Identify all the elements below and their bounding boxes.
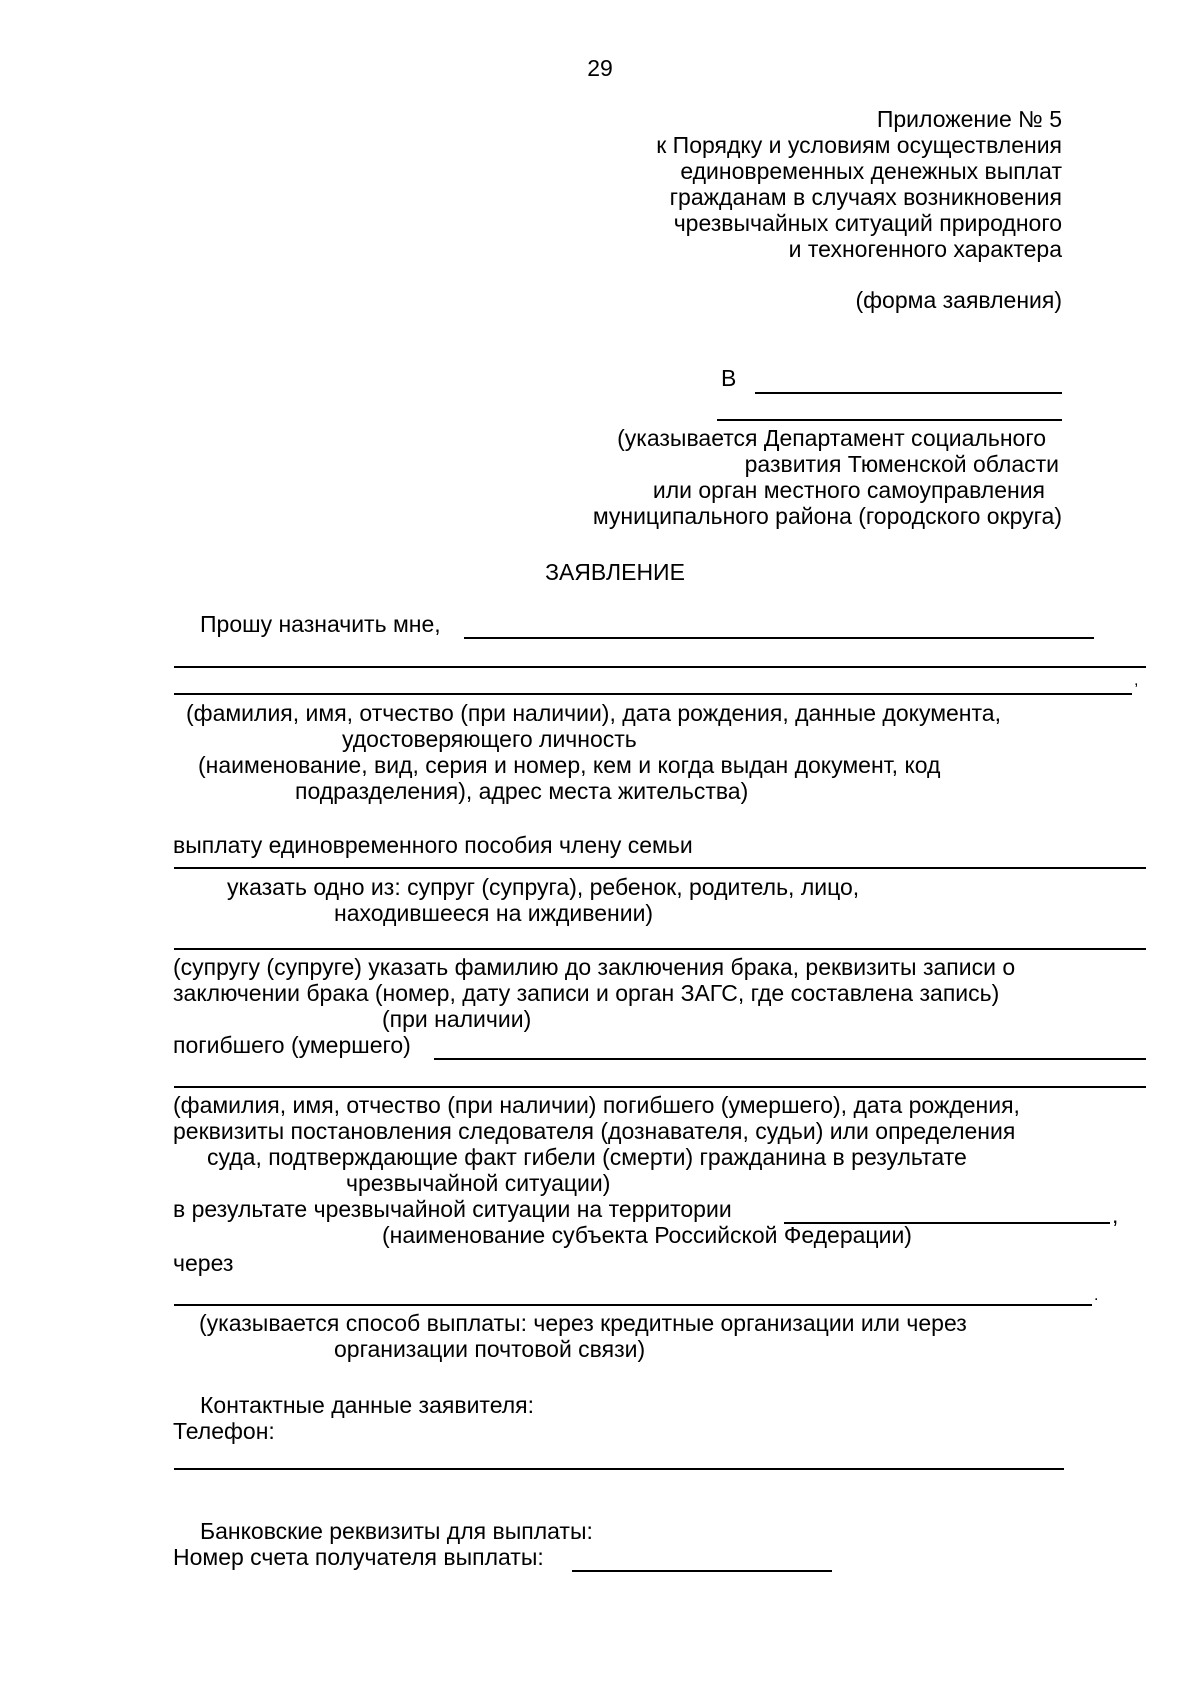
appendix-line: чрезвычайных ситуаций природного bbox=[673, 210, 1062, 236]
bank-heading: Банковские реквизиты для выплаты: bbox=[200, 1518, 593, 1544]
deceased-hint-line: чрезвычайной ситуации) bbox=[346, 1170, 611, 1196]
payment-field-line[interactable] bbox=[174, 1304, 1092, 1306]
addressee-hint-line: развития Тюменской области bbox=[744, 451, 1059, 477]
benefit-hint-line: указать одно из: супруг (супруга), ребенок, родитель, лицо, bbox=[227, 874, 860, 900]
appendix-line: Приложение № 5 bbox=[876, 106, 1062, 132]
request-field-line[interactable] bbox=[464, 637, 1094, 639]
appendix-line: единовременных денежных выплат bbox=[680, 158, 1062, 184]
deceased-field-line[interactable] bbox=[174, 1086, 1146, 1088]
deceased-hint-line: суда, подтверждающие факт гибели (смерти) гражданина в результате bbox=[207, 1144, 967, 1170]
account-field-line[interactable] bbox=[572, 1570, 832, 1572]
addressee-prefix: В bbox=[721, 365, 737, 391]
addressee-hint-line: или орган местного самоуправления bbox=[652, 477, 1045, 503]
benefit-field-line[interactable] bbox=[174, 867, 1146, 869]
request-field-line[interactable] bbox=[174, 666, 1146, 668]
payment-label: через bbox=[173, 1250, 234, 1276]
request-hint-line: удостоверяющего личность bbox=[342, 726, 637, 752]
benefit-field-line[interactable] bbox=[174, 948, 1146, 950]
deceased-field-line[interactable] bbox=[434, 1058, 1146, 1060]
benefit-hint-line: находившееся на иждивении) bbox=[334, 900, 654, 926]
deceased-hint-line: реквизиты постановления следователя (дознавателя, судьи) или определения bbox=[173, 1118, 1016, 1144]
phone-label: Телефон: bbox=[173, 1418, 275, 1444]
payment-period: . bbox=[1094, 1287, 1099, 1304]
benefit-hint-line: (при наличии) bbox=[382, 1006, 532, 1032]
phone-field-line[interactable] bbox=[174, 1468, 1064, 1470]
territory-comma: , bbox=[1112, 1202, 1119, 1228]
payment-hint-line: (указывается способ выплаты: через кредитные организации или через bbox=[199, 1310, 967, 1336]
deceased-hint-line: (фамилия, имя, отчество (при наличии) погибшего (умершего), дата рождения, bbox=[173, 1092, 1020, 1118]
request-field-line[interactable] bbox=[174, 693, 1132, 695]
benefit-hint-line: заключении брака (номер, дату записи и орган ЗАГС, где составлена запись) bbox=[173, 980, 1000, 1006]
form-note: (форма заявления) bbox=[855, 287, 1062, 313]
account-label: Номер счета получателя выплаты: bbox=[173, 1544, 544, 1570]
request-hint-line: (наименование, вид, серия и номер, кем и когда выдан документ, код bbox=[198, 752, 941, 778]
payment-hint-line: организации почтовой связи) bbox=[334, 1336, 646, 1362]
appendix-line: гражданам в случаях возникновения bbox=[669, 184, 1062, 210]
addressee-field-line[interactable] bbox=[755, 392, 1062, 394]
addressee-hint-line: муниципального района (городского округа) bbox=[592, 503, 1062, 529]
territory-label: в результате чрезвычайной ситуации на территории bbox=[173, 1196, 732, 1222]
addressee-field-line[interactable] bbox=[717, 419, 1062, 421]
document-title: ЗАЯВЛЕНИЕ bbox=[545, 559, 685, 585]
deceased-label: погибшего (умершего) bbox=[173, 1032, 411, 1058]
page-number: 29 bbox=[587, 55, 613, 81]
benefit-hint-line: (супругу (супруге) указать фамилию до заключения брака, реквизиты записи о bbox=[173, 954, 1016, 980]
appendix-line: и техногенного характера bbox=[788, 236, 1062, 262]
request-hint-line: подразделения), адрес места жительства) bbox=[295, 778, 749, 804]
request-hint-line: (фамилия, имя, отчество (при наличии), дата рождения, данные документа, bbox=[186, 700, 1001, 726]
contacts-heading: Контактные данные заявителя: bbox=[200, 1392, 534, 1418]
appendix-line: к Порядку и условиям осуществления bbox=[656, 132, 1062, 158]
territory-hint: (наименование субъекта Российской Федерации) bbox=[382, 1222, 912, 1248]
request-comma: , bbox=[1134, 672, 1139, 689]
addressee-hint-line: (указывается Департамент социального bbox=[617, 425, 1046, 451]
request-label: Прошу назначить мне, bbox=[200, 611, 441, 637]
benefit-label: выплату единовременного пособия члену семьи bbox=[173, 832, 693, 858]
